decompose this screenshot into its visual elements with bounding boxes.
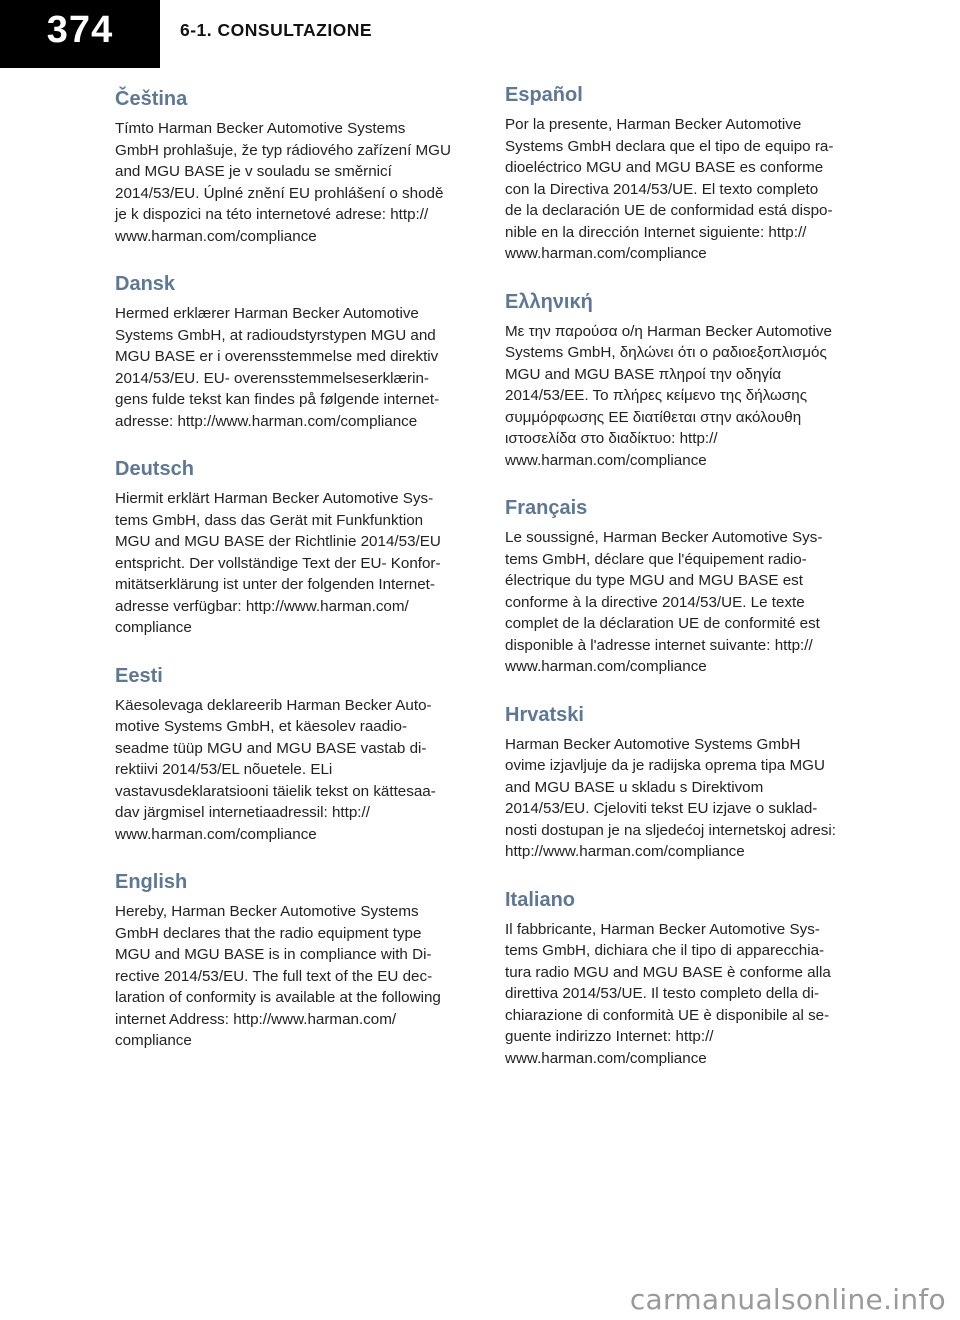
- language-text: Tímto Harman Becker Automotive Systems GmbH prohlašuje, že typ rádiového zařízení MGU and MGU BASE je v souladu se směrnicí 2014/53/EU. Úplné znění EU prohlášení o shodě je k dispozici na této internetové adrese: http:// www.harman.com/compliance: [115, 120, 451, 245]
- page-number-tab: [0, 0, 160, 68]
- language-heading: Hrvatski: [505, 703, 584, 726]
- page-header: [0, 0, 960, 68]
- language-text: Por la presente, Harman Becker Automotive Systems GmbH declara que el tipo de equipo ra- dioeléctrico MGU and MGU BASE es conforme con la Directiva 2014/53/UE. El texto completo de la declaración UE de conformidad está dispo- nible en la dirección Internet siguiente: http:// www.harman.com/compliance: [505, 116, 834, 262]
- language-block-german: [115, 456, 465, 639]
- language-heading: Español: [505, 84, 583, 106]
- language-block-spanish: [505, 82, 855, 265]
- language-block-croatian: [505, 702, 855, 863]
- language-text: Käesolevaga deklareerib Harman Becker Auto- motive Systems GmbH, et käesolev raadio- seadme tüüp MGU and MGU BASE vastab di- rektiivi 2014/53/EL nõuetele. ELi vastavusdeklaratsiooni täielik tekst on kättesaa- dav järgmisel internetiaadressil: http:// www.harman.com/compliance: [115, 696, 436, 843]
- language-text: Harman Becker Automotive Systems GmbH ovime izjavljuje da je radijska oprema tipa MGU and MGU BASE u skladu s Direktivom 2014/53/EU. Cjeloviti tekst EU izjave o suklad- nosti dostupan je na sljedećoj internetskoj adresi: http://www.harman.com/compliance: [505, 735, 836, 860]
- page-number: 374: [46, 9, 114, 51]
- language-block-italian: [505, 887, 855, 1070]
- language-heading: Ελληνική: [505, 290, 593, 313]
- language-heading: Italiano: [505, 888, 576, 911]
- language-heading: Eesti: [115, 664, 163, 687]
- language-block-estonian: [115, 663, 465, 846]
- language-text: Hermed erklærer Harman Becker Automotive Systems GmbH, at radioudstyrstypen MGU and MGU BASE er i overensstemmelse med direktiv 2014/53/EU. EU- overensstemmelseserklærin- gens fulde tekst kan findes på følgende internet- adresse: http://www.harman.com/compliance: [115, 305, 440, 430]
- language-heading: Deutsch: [115, 458, 194, 480]
- left-column: [115, 76, 465, 1076]
- language-heading: Dansk: [115, 273, 176, 295]
- language-block-danish: [115, 271, 465, 432]
- language-block-english: [115, 869, 465, 1052]
- right-column: [505, 72, 855, 1093]
- language-text: Hereby, Harman Becker Automotive Systems GmbH declares that the radio equipment type MGU and MGU BASE is in compliance with Di- rective 2014/53/EU. The full text of the EU dec- laration of conformity is available at the following internet Address: http://www.harman.com/ compliance: [115, 903, 441, 1049]
- watermark-text: carmanualsonline.info: [629, 1283, 946, 1316]
- language-text: Il fabbricante, Harman Becker Automotive Sys- tems GmbH, dichiara che il tipo di apparecchia- tura radio MGU and MGU BASE è conforme alla direttiva 2014/53/UE. Il testo completo della di- chiarazione di conformità UE è disponibile al se- guente indirizzo Internet: http:// www.harman.com/compliance: [505, 920, 831, 1067]
- language-block-czech: [115, 86, 465, 247]
- section-title: 6-1. CONSULTAZIONE: [180, 20, 373, 40]
- language-text: Le soussigné, Harman Becker Automotive Sys- tems GmbH, déclare que l'équipement radio- électrique du type MGU and MGU BASE est conforme à la directive 2014/53/UE. Le texte complet de la déclaration UE de conformité est disponible à l'adresse internet suivante: http:// www.harman.com/compliance: [505, 529, 823, 675]
- language-block-greek: [505, 289, 855, 472]
- language-heading: English: [115, 871, 188, 893]
- language-text: Με την παρούσα ο/η Harman Becker Automotive Systems GmbH, δηλώνει ότι ο ραδιοεξοπλισμός MGU and MGU BASE πληροί την οδηγία 2014/53/ΕΕ. Το πλήρες κείμενο της δήλωσης συμμόρφωσης ΕΕ διατίθεται στην ακόλουθη ιστοσελίδα στο διαδίκτυο: http:// www.harman.com/compliance: [505, 322, 832, 469]
- language-heading: Français: [505, 497, 588, 519]
- language-block-french: [505, 495, 855, 678]
- language-heading: Čeština: [115, 88, 188, 110]
- language-text: Hiermit erklärt Harman Becker Automotive Sys- tems GmbH, dass das Gerät mit Funkfunktion MGU and MGU BASE der Richtlinie 2014/53/EU entspricht. Der vollständige Text der EU- Konfor- mitätserklärung ist unter der folgenden Internet- adresse verfügbar: http://www.harman.com/ compliance: [115, 490, 441, 636]
